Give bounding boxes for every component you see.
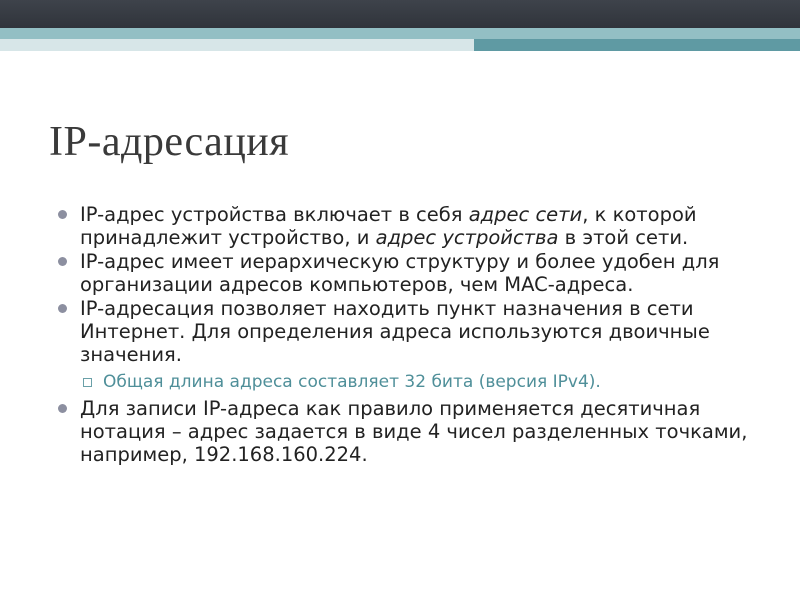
- bullet-item-1: [58, 203, 758, 249]
- bullet-dot-icon: [58, 210, 67, 219]
- slide-title: IP-адресация: [49, 119, 290, 165]
- bullet-text: Для записи IP-адреса как правило применяется десятичная нотация – адрес задается в виде 4 чисел разделенных точками, например, 192.168.160.224.: [80, 397, 748, 466]
- bullet-dot-icon: [58, 304, 67, 313]
- sub-bullet-item: [58, 371, 758, 393]
- bullet-item-3: [58, 297, 758, 366]
- bullet-item-4: [58, 397, 758, 466]
- square-bullet-icon: [83, 378, 92, 387]
- header-band-teal: [474, 39, 800, 51]
- bullet-text: IP-адрес устройства включает в себя: [80, 203, 469, 226]
- bullet-item-2: [58, 250, 758, 296]
- sub-bullet-text: Общая длина адреса составляет 32 бита (версия IPv4).: [103, 372, 601, 392]
- bullet-dot-icon: [58, 257, 67, 266]
- bullet-text: , к которой принадлежит устройство, и: [80, 203, 697, 249]
- bullet-list: [58, 203, 758, 467]
- bullet-dot-icon: [58, 404, 67, 413]
- header-band-light: [0, 39, 474, 51]
- bullet-text: в этой сети.: [558, 226, 689, 249]
- header-band-dark: [0, 0, 800, 28]
- bullet-text-italic: адрес устройства: [375, 226, 559, 249]
- bullet-text: IP-адресация позволяет находить пункт назначения в сети Интернет. Для определения адреса используются двоичные значения.: [80, 297, 710, 366]
- header-band-accent: [0, 28, 800, 39]
- bullet-text-italic: адрес сети: [468, 203, 583, 226]
- bullet-text: IP-адрес имеет иерархическую структуру и более удобен для организации адресов компьютеров, чем MAC-адреса.: [80, 250, 720, 296]
